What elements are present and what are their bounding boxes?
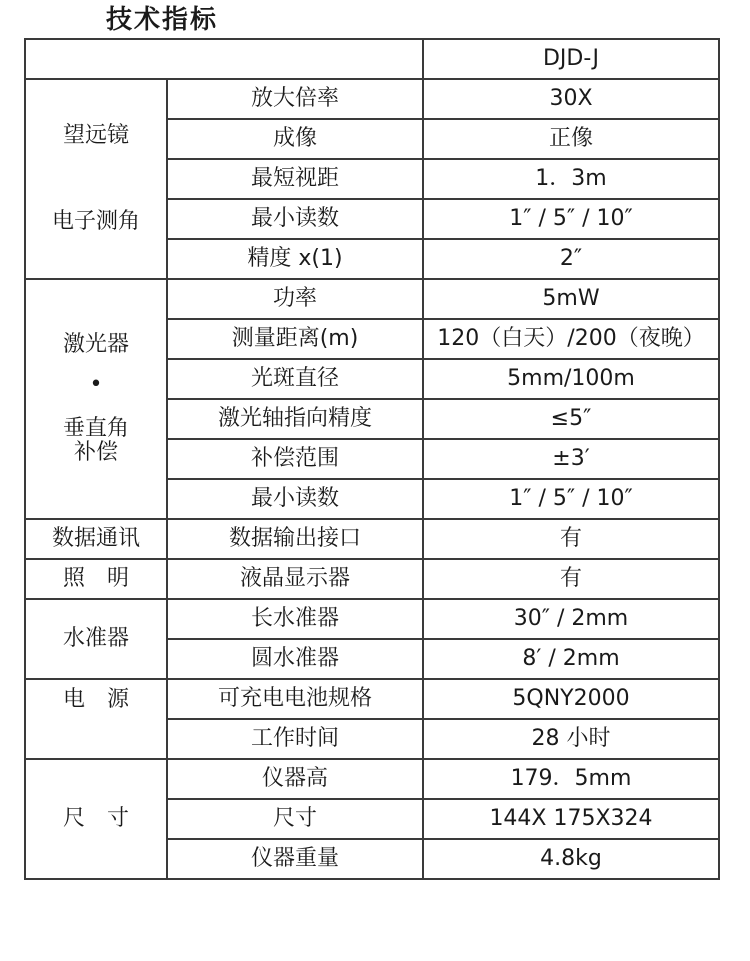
param-cell: 液晶显示器 [167,559,423,599]
category-level: 水准器 [25,599,167,679]
table-row [25,559,719,599]
value-cell: 28 小时 [423,719,719,759]
value-cell: ≤5″ [423,399,719,439]
category-power [25,679,167,759]
param-cell: 精度 x(1) [167,239,423,279]
param-cell: 数据输出接口 [167,519,423,559]
value-cell: 有 [423,519,719,559]
value-cell: 8′ / 2mm [423,639,719,679]
category-compensation: 补偿 [73,440,118,465]
table-row [25,279,719,319]
category-size: 尺 寸 [25,759,167,879]
param-cell: 工作时间 [167,719,423,759]
value-cell: 5mW [423,279,719,319]
value-cell: 1″ / 5″ / 10″ [423,479,719,519]
table-row [25,679,719,719]
value-cell: 30″ / 2mm [423,599,719,639]
value-cell: 1″ / 5″ / 10″ [423,199,719,239]
value-cell: 179．5mm [423,759,719,799]
param-cell: 可充电电池规格 [167,679,423,719]
category-laser-compensation [25,279,167,519]
model-name: DJD-J [423,39,719,79]
param-cell: 放大倍率 [167,79,423,119]
param-cell: 仪器重量 [167,839,423,879]
value-cell: 正像 [423,119,719,159]
param-cell: 补偿范围 [167,439,423,479]
table-row [25,79,719,119]
value-cell: ±3′ [423,439,719,479]
param-cell: 最小读数 [167,479,423,519]
table-row [25,519,719,559]
value-cell: 2″ [423,239,719,279]
table-header-row [25,39,719,79]
param-cell: 最短视距 [167,159,423,199]
header-blank-cell [25,39,423,79]
page-title: 技术指标 [106,5,219,35]
param-cell: 激光轴指向精度 [167,399,423,439]
value-cell: 5mm/100m [423,359,719,399]
value-cell: 1．3m [423,159,719,199]
category-lighting: 照 明 [25,559,167,599]
category-electronic-angle: 电子测角 [51,209,140,234]
param-cell: 成像 [167,119,423,159]
param-cell: 测量距离(m) [167,319,423,359]
value-cell: 30X [423,79,719,119]
param-cell: 光斑直径 [167,359,423,399]
value-cell: 有 [423,559,719,599]
param-cell: 功率 [167,279,423,319]
category-power-label: 电 源 [62,687,129,712]
category-separator-dot: • [89,372,103,397]
param-cell: 仪器高 [167,759,423,799]
value-cell: 144X 175X324 [423,799,719,839]
value-cell: 5QNY2000 [423,679,719,719]
param-cell: 最小读数 [167,199,423,239]
spec-table [24,38,720,880]
value-cell: 120（白天）/200（夜晚） [423,319,719,359]
category-laser: 激光器 [62,332,129,357]
table-row [25,599,719,639]
category-telescope: 望远镜 [62,123,129,148]
param-cell: 圆水准器 [167,639,423,679]
param-cell: 长水准器 [167,599,423,639]
category-data-comm: 数据通讯 [25,519,167,559]
category-vertical-angle: 垂直角 [62,416,129,441]
table-row [25,759,719,799]
param-cell: 尺寸 [167,799,423,839]
category-telescope-angle [25,79,167,279]
value-cell: 4.8kg [423,839,719,879]
